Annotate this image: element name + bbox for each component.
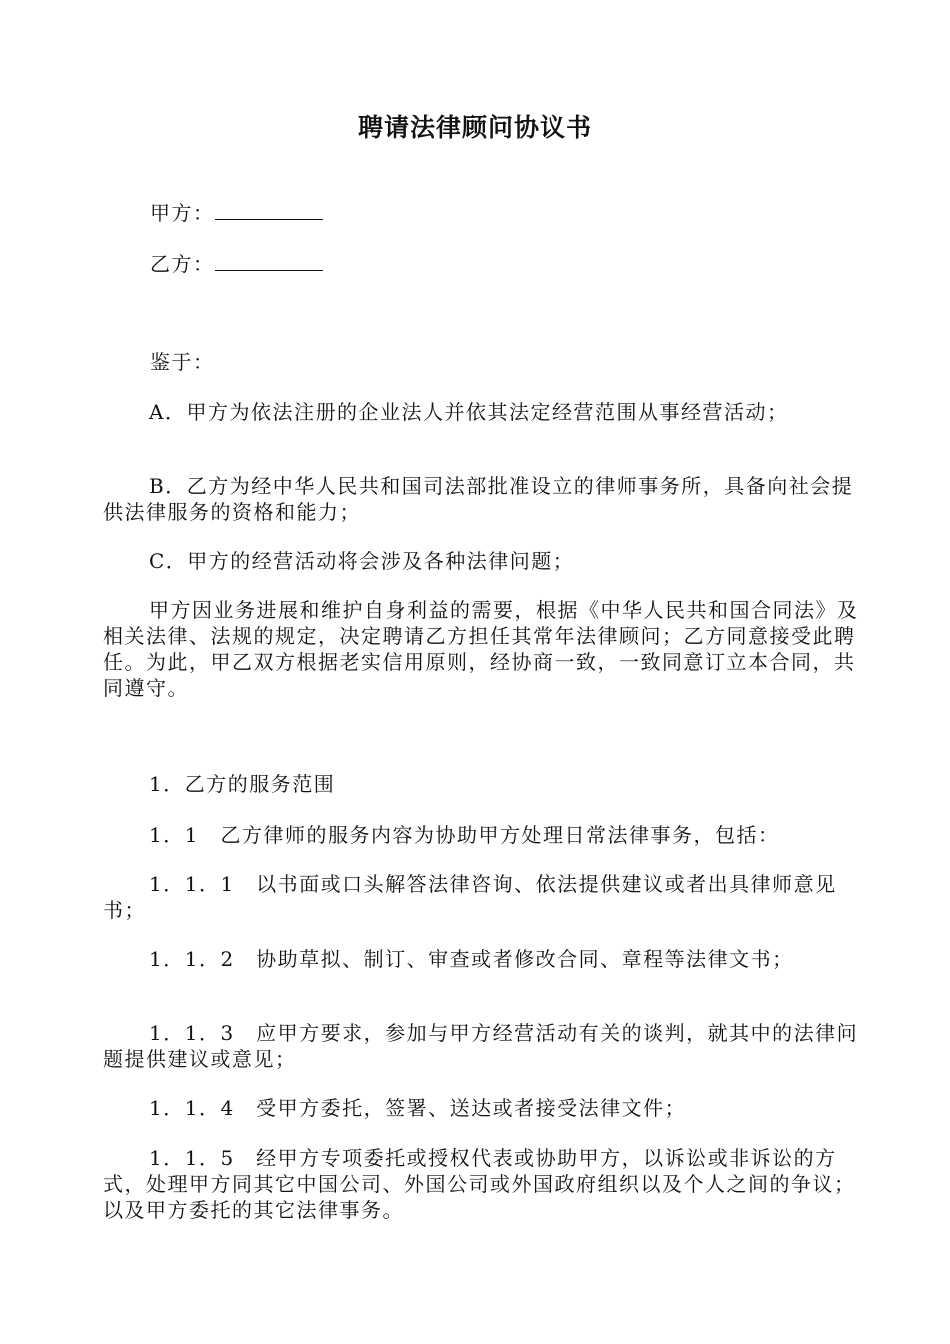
- item-1-1-2: 1．1．2 协助草拟、制订、审查或者修改合同、章程等法律文书；: [149, 947, 794, 971]
- party-b-line: [150, 251, 910, 277]
- preamble-clause-b: B．乙方为经中华人民共和国司法部批准设立的律师事务所，具备向社会提供法律服务的资格和能力；: [103, 474, 854, 524]
- party-b-label: 乙方：: [150, 252, 215, 276]
- party-a-label: 甲方：: [150, 201, 215, 225]
- item-1-1-4: 1．1．4 受甲方委托，签署、送达或者接受法律文件；: [149, 1096, 687, 1120]
- item-1-1-3: 1．1．3 应甲方要求，参加与甲方经营活动有关的谈判，就其中的法律问题提供建议或意见；: [103, 1021, 859, 1071]
- preamble-agreement: 甲方因业务进展和维护自身利益的需要，根据《中华人民共和国合同法》及相关法律、法规的规定，决定聘请乙方担任其常年法律顾问；乙方同意接受此聘任。为此，甲乙双方根据老实信用原则，经协商一致，一致同意订立本合同，共同遵守。: [103, 598, 859, 700]
- preamble-clause-a: A．甲方为依法注册的企业法人并依其法定经营范围从事经营活动；: [149, 400, 789, 424]
- document-title: 聘请法律顾问协议书: [357, 113, 592, 142]
- item-1-1-5: 1．1．5 经甲方专项委托或授权代表或协助甲方，以诉讼或非诉讼的方式，处理甲方同其它中国公司、外国公司或外国政府组织以及个人之间的争议；以及甲方委托的其它法律事务。: [103, 1146, 856, 1222]
- preamble-clause-c: C．甲方的经营活动将会涉及各种法律问题；: [149, 549, 575, 573]
- section-1-heading: 1．乙方的服务范围: [149, 772, 336, 796]
- item-1-1: 1．1 乙方律师的服务内容为协助甲方处理日常法律事务，包括：: [149, 823, 780, 847]
- party-b-blank: [215, 252, 323, 271]
- item-1-1-1: 1．1．1 以书面或口头解答法律咨询、依法提供建议或者出具律师意见书；: [103, 872, 837, 922]
- party-a-line: [150, 200, 910, 226]
- party-a-blank: [215, 201, 323, 220]
- whereas-heading: 鉴于：: [150, 350, 215, 374]
